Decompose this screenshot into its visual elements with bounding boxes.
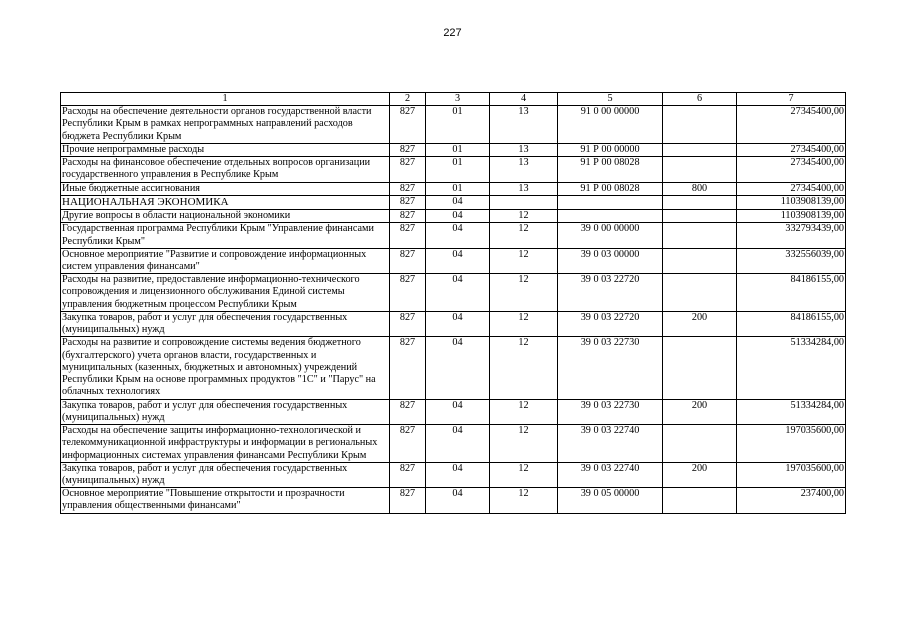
column-header-7: 7	[737, 93, 846, 106]
row-amount-cell: 332556039,00	[737, 248, 846, 273]
row-name-cell: Закупка товаров, работ и услуг для обеспечения государственных (муниципальных) нужд	[61, 399, 390, 424]
row-amount-cell: 237400,00	[737, 488, 846, 513]
row-expense-type-cell	[663, 425, 737, 463]
row-expense-type-cell	[663, 274, 737, 312]
row-subsection-cell	[490, 195, 558, 209]
row-code-cell: 827	[390, 195, 426, 209]
row-code-cell: 827	[390, 182, 426, 195]
row-expense-type-cell	[663, 195, 737, 209]
row-code-cell: 827	[390, 425, 426, 463]
table-row	[61, 157, 846, 182]
row-expense-type-cell: 200	[663, 462, 737, 487]
row-code-cell: 827	[390, 210, 426, 223]
row-amount-cell: 84186155,00	[737, 274, 846, 312]
row-target-cell: 91 0 00 00000	[558, 106, 663, 144]
row-target-cell: 39 0 03 00000	[558, 248, 663, 273]
row-code-cell: 827	[390, 337, 426, 399]
table-row	[61, 425, 846, 463]
row-name-cell: Расходы на развитие и сопровождение системы ведения бюджетного (бухгалтерского) учета органов власти, государственных и муниципальных (казенных, бюджетных и автономных) учреждений Республики Крым на основе программных продуктов "1С" и "Парус" на облачных технологиях	[61, 337, 390, 399]
row-subsection-cell: 12	[490, 488, 558, 513]
table-row	[61, 462, 846, 487]
table-row	[61, 274, 846, 312]
column-header-6: 6	[663, 93, 737, 106]
row-subsection-cell: 12	[490, 223, 558, 248]
row-name-cell: Расходы на обеспечение защиты информационно-технологической и телекоммуникационной инфраструктуры и информации в региональных информационных системах управления финансами Республики Крым	[61, 425, 390, 463]
row-expense-type-cell: 200	[663, 311, 737, 336]
row-code-cell: 827	[390, 248, 426, 273]
row-name-cell: НАЦИОНАЛЬНАЯ ЭКОНОМИКА	[61, 195, 390, 209]
table-row	[61, 106, 846, 144]
row-section-cell: 04	[426, 210, 490, 223]
row-expense-type-cell	[663, 106, 737, 144]
row-target-cell: 91 Р 00 08028	[558, 182, 663, 195]
row-expense-type-cell: 200	[663, 399, 737, 424]
row-section-cell: 04	[426, 195, 490, 209]
row-section-cell: 01	[426, 157, 490, 182]
row-section-cell: 01	[426, 106, 490, 144]
row-amount-cell: 197035600,00	[737, 425, 846, 463]
row-section-cell: 04	[426, 488, 490, 513]
row-expense-type-cell	[663, 488, 737, 513]
row-subsection-cell: 12	[490, 274, 558, 312]
table-header	[61, 93, 846, 106]
table-row	[61, 248, 846, 273]
row-subsection-cell: 12	[490, 210, 558, 223]
row-code-cell: 827	[390, 399, 426, 424]
budget-table	[60, 92, 846, 514]
row-subsection-cell: 12	[490, 425, 558, 463]
row-subsection-cell: 12	[490, 337, 558, 399]
page-number: 227	[443, 27, 462, 39]
row-name-cell: Другие вопросы в области национальной экономики	[61, 210, 390, 223]
row-amount-cell: 1103908139,00	[737, 195, 846, 209]
row-subsection-cell: 13	[490, 106, 558, 144]
row-amount-cell: 27345400,00	[737, 182, 846, 195]
row-subsection-cell: 12	[490, 399, 558, 424]
row-amount-cell: 27345400,00	[737, 106, 846, 144]
table-row	[61, 223, 846, 248]
table-row	[61, 488, 846, 513]
column-header-1: 1	[61, 93, 390, 106]
column-header-3: 3	[426, 93, 490, 106]
row-subsection-cell: 12	[490, 462, 558, 487]
row-name-cell: Закупка товаров, работ и услуг для обеспечения государственных (муниципальных) нужд	[61, 462, 390, 487]
column-header-4: 4	[490, 93, 558, 106]
row-expense-type-cell	[663, 143, 737, 156]
row-code-cell: 827	[390, 488, 426, 513]
row-target-cell: 39 0 03 22720	[558, 311, 663, 336]
row-target-cell	[558, 210, 663, 223]
row-amount-cell: 27345400,00	[737, 157, 846, 182]
table-row	[61, 399, 846, 424]
row-section-cell: 04	[426, 425, 490, 463]
header-row	[61, 93, 846, 106]
table-row	[61, 143, 846, 156]
column-header-5: 5	[558, 93, 663, 106]
row-target-cell: 39 0 00 00000	[558, 223, 663, 248]
row-section-cell: 04	[426, 274, 490, 312]
row-expense-type-cell	[663, 210, 737, 223]
row-subsection-cell: 13	[490, 182, 558, 195]
row-name-cell: Основное мероприятие "Развитие и сопровождение информационных систем управления финансами"	[61, 248, 390, 273]
row-section-cell: 01	[426, 143, 490, 156]
table-row	[61, 182, 846, 195]
row-name-cell: Прочие непрограммные расходы	[61, 143, 390, 156]
row-expense-type-cell	[663, 157, 737, 182]
row-target-cell: 91 Р 00 08028	[558, 157, 663, 182]
row-name-cell: Основное мероприятие "Повышение открытости и прозрачности управления общественными финансами"	[61, 488, 390, 513]
row-code-cell: 827	[390, 143, 426, 156]
row-target-cell: 39 0 03 22740	[558, 462, 663, 487]
row-code-cell: 827	[390, 311, 426, 336]
row-section-cell: 04	[426, 311, 490, 336]
row-name-cell: Иные бюджетные ассигнования	[61, 182, 390, 195]
table-row	[61, 337, 846, 399]
row-subsection-cell: 13	[490, 143, 558, 156]
row-name-cell: Расходы на обеспечение деятельности органов государственной власти Республики Крым в рамках непрограммных направлений расходов бюджета Республики Крым	[61, 106, 390, 144]
row-amount-cell: 84186155,00	[737, 311, 846, 336]
row-subsection-cell: 12	[490, 311, 558, 336]
row-target-cell: 39 0 03 22740	[558, 425, 663, 463]
row-amount-cell: 332793439,00	[737, 223, 846, 248]
row-amount-cell: 51334284,00	[737, 337, 846, 399]
row-subsection-cell: 13	[490, 157, 558, 182]
row-code-cell: 827	[390, 223, 426, 248]
row-name-cell: Расходы на развитие, предоставление информационно-технического сопровождения и лицензионного обслуживания Единой системы управления бюджетным процессом Республики Крым	[61, 274, 390, 312]
row-expense-type-cell	[663, 248, 737, 273]
row-section-cell: 04	[426, 248, 490, 273]
row-target-cell: 39 0 03 22730	[558, 399, 663, 424]
row-code-cell: 827	[390, 462, 426, 487]
column-header-2: 2	[390, 93, 426, 106]
row-amount-cell: 27345400,00	[737, 143, 846, 156]
row-name-cell: Закупка товаров, работ и услуг для обеспечения государственных (муниципальных) нужд	[61, 311, 390, 336]
row-target-cell: 39 0 03 22730	[558, 337, 663, 399]
row-section-cell: 04	[426, 399, 490, 424]
row-section-cell: 04	[426, 337, 490, 399]
row-section-cell: 01	[426, 182, 490, 195]
row-section-cell: 04	[426, 462, 490, 487]
row-amount-cell: 197035600,00	[737, 462, 846, 487]
row-code-cell: 827	[390, 157, 426, 182]
row-target-cell	[558, 195, 663, 209]
row-code-cell: 827	[390, 106, 426, 144]
row-section-cell: 04	[426, 223, 490, 248]
row-target-cell: 91 Р 00 00000	[558, 143, 663, 156]
row-target-cell: 39 0 05 00000	[558, 488, 663, 513]
table-row	[61, 311, 846, 336]
row-amount-cell: 1103908139,00	[737, 210, 846, 223]
row-subsection-cell: 12	[490, 248, 558, 273]
row-code-cell: 827	[390, 274, 426, 312]
row-target-cell: 39 0 03 22720	[558, 274, 663, 312]
table-row	[61, 195, 846, 209]
row-name-cell: Расходы на финансовое обеспечение отдельных вопросов организации государственного управления в Республике Крым	[61, 157, 390, 182]
row-expense-type-cell: 800	[663, 182, 737, 195]
row-amount-cell: 51334284,00	[737, 399, 846, 424]
table-body	[61, 106, 846, 513]
table-row	[61, 210, 846, 223]
row-expense-type-cell	[663, 223, 737, 248]
row-name-cell: Государственная программа Республики Крым "Управление финансами Республики Крым"	[61, 223, 390, 248]
row-expense-type-cell	[663, 337, 737, 399]
